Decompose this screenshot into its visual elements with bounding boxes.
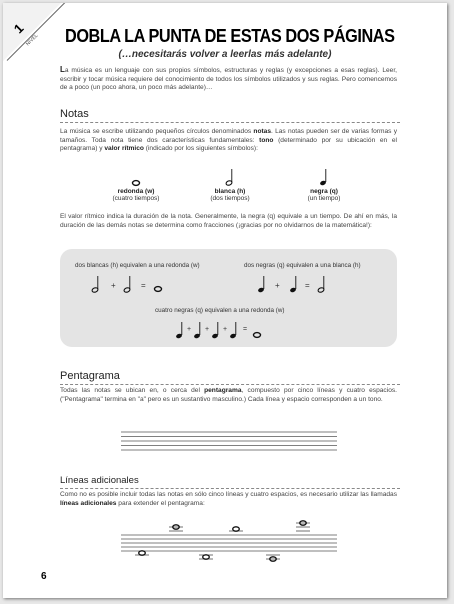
half-note-icon — [225, 167, 235, 187]
level-label: NIVEL — [24, 32, 40, 48]
equivalence-1: dos blancas (h) equivalen a una redonda (w) — [75, 262, 200, 269]
duration-paragraph: El valor rítmico indica la duración de la nota. Generalmente, la negra (q) equivale a un tiempo. De ahí en más, la duración de las demás notas se determina como fracciones (¡gracias por no olvidarnos de la matemática!): — [60, 213, 397, 229]
quarter-note-icon — [257, 275, 267, 295]
section-heading-lineas-adicionales: Líneas adicionales — [60, 475, 139, 486]
intro-paragraph: La música es un lenguaje con sus propios símbolos, estructuras y reglas (y excepciones a esas reglas). Leer, escribir y tocar música requiere del conocimiento de todos los símbolos utilizados y sus reglas. Pero comencemos de a poco (un poco ahora, un poco más adelante)… — [60, 65, 397, 92]
staff-with-ledger-lines — [121, 517, 337, 563]
pentagrama-paragraph: Todas las notas se ubican en, o cerca del pentagrama, compuesto por cinco líneas y cuatro espacios. ("Pentagrama" termina en "a" pero es un sustantivo masculino.) Cada línea y espacio corresponden a un tono. — [60, 387, 397, 403]
plus-sign: + — [205, 326, 210, 333]
section-rule — [60, 384, 400, 385]
plus-sign: + — [223, 326, 228, 333]
quarter-note-icon — [229, 321, 239, 341]
page-number: 6 — [41, 571, 47, 582]
equals-sign: = — [305, 281, 310, 290]
quarter-note-icon — [193, 321, 203, 341]
equivalence-3: cuatro negras (q) equivalen a una redonda (w) — [155, 307, 285, 314]
level-number: 1 — [10, 20, 27, 37]
page-title: DOBLA LA PUNTA DE ESTAS DOS PÁGINAS — [65, 25, 395, 46]
section-heading-notas: Notas — [60, 108, 89, 120]
equals-sign: = — [243, 326, 248, 333]
note-type-negra: negra (q) (un tiempo) — [307, 188, 341, 202]
book-page — [3, 3, 447, 598]
half-note-icon — [91, 275, 101, 295]
quarter-note-icon — [319, 167, 329, 187]
section-heading-pentagrama: Pentagrama — [60, 370, 120, 382]
whole-note-icon — [153, 285, 163, 293]
equals-sign: = — [141, 281, 146, 290]
lineas-paragraph: Como no es posible incluir todas las notas en sólo cinco líneas y cuatro espacios, es necesario utilizar las llamadas líneas adicionales para extender el pentagrama: — [60, 491, 397, 507]
equivalence-2: dos negras (q) equivalen a una blanca (h) — [244, 262, 361, 269]
plus-sign: + — [275, 281, 280, 290]
half-note-icon — [123, 275, 133, 295]
quarter-note-icon — [211, 321, 221, 341]
drop-initial: L — [60, 65, 65, 74]
staff — [121, 431, 337, 453]
notas-paragraph: La música se escribe utilizando pequeños círculos denominados notas. Las notas pueden ser de varias formas y tamaños. Toda nota tiene dos características fundamentales: tono (determinado por su ubicación en el pentagrama) y valor rítmico (indicado por los siguientes símbolos): — [60, 128, 397, 153]
whole-note-icon — [131, 179, 141, 187]
note-type-blanca: blanca (h) (dos tiempos) — [210, 188, 250, 202]
quarter-note-icon — [289, 275, 299, 295]
page-subtitle: (…necesitarás volver a leerlas más adelante) — [118, 49, 332, 60]
quarter-note-icon — [175, 321, 185, 341]
half-note-icon — [317, 275, 327, 295]
whole-note-icon — [252, 331, 262, 339]
plus-sign: + — [111, 281, 116, 290]
section-rule — [60, 122, 400, 123]
plus-sign: + — [187, 326, 192, 333]
section-rule — [60, 488, 400, 489]
note-type-redonda: redonda (w) (cuatro tiempos) — [112, 188, 160, 202]
